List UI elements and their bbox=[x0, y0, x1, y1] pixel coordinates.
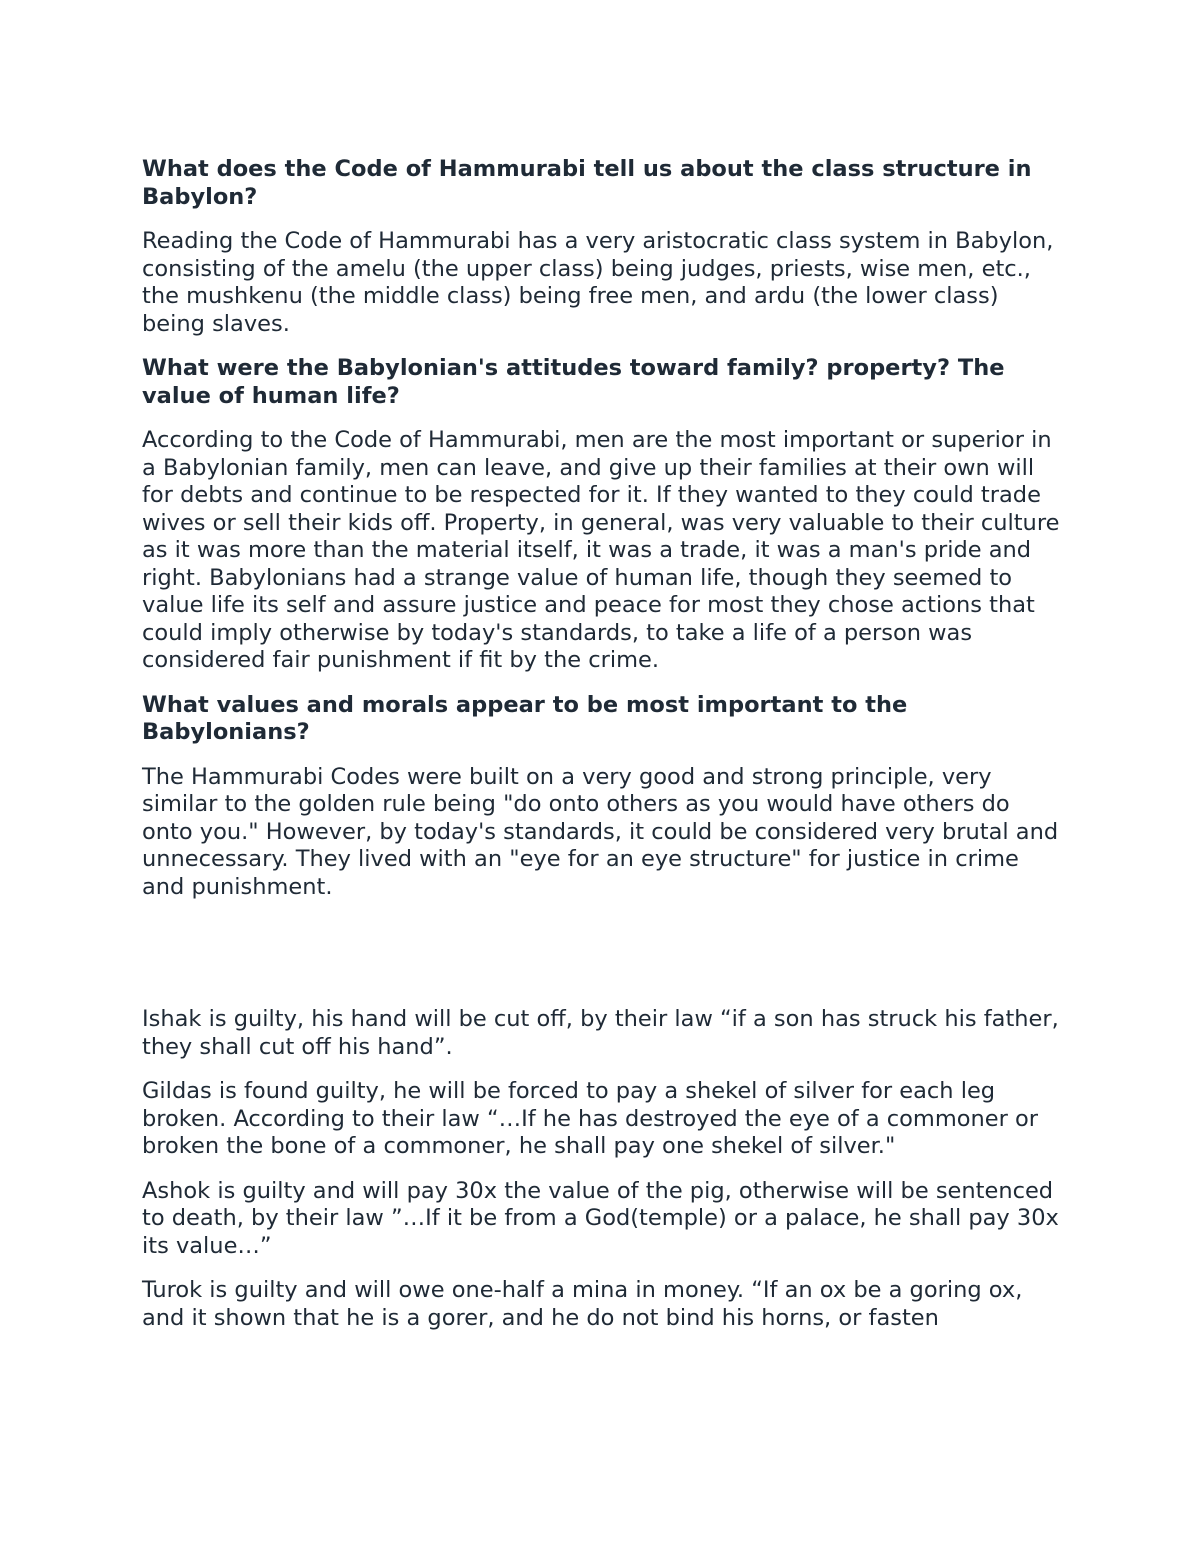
case-turok: Turok is guilty and will owe one-half a mina in money. “If an ox be a goring ox, and it shown that he is a gorer, and he do not bind his horns, or fasten bbox=[142, 1277, 1023, 1331]
blank-spacer bbox=[142, 918, 1062, 1006]
document-body bbox=[142, 156, 1062, 1349]
answer-values-morals: The Hammurabi Codes were built on a very good and strong principle, very similar to the golden rule being "do onto others as you would have others do onto you." However, by today's standards, it could be considered very brutal and unnecessary. They lived with an "eye for an eye structure" for justice in crime and punishment. bbox=[142, 763, 1059, 900]
case-ishak: Ishak is guilty, his hand will be cut off, by their law “if a son has struck his father, they shall cut off his hand”. bbox=[142, 1006, 1059, 1060]
question-class-structure: What does the Code of Hammurabi tell us about the class structure in Babylon? bbox=[142, 156, 1032, 210]
case-gildas: Gildas is found guilty, he will be forced to pay a shekel of silver for each leg broken. According to their law “…If he has destroyed the eye of a commoner or broken the bone of a commoner, he shall pay one shekel of silver." bbox=[142, 1078, 1039, 1159]
question-attitudes: What were the Babylonian's attitudes toward family? property? The value of human life? bbox=[142, 355, 1005, 409]
answer-attitudes: According to the Code of Hammurabi, men are the most important or superior in a Babylonian family, men can leave, and give up their families at their own will for debts and continue to be respected for it. If they wanted to they could trade wives or sell their kids off. Property, in general, was very valuable to their culture as it was more than the material itself, it was a trade, it was a man's pride and right. Babylonians had a strange value of human life, though they seemed to value life its self and assure justice and peace for most they chose actions that could imply otherwise by today's standards, to take a life of a person was considered fair punishment if fit by the crime. bbox=[142, 427, 1060, 673]
question-values-morals: What values and morals appear to be most important to the Babylonians? bbox=[142, 691, 908, 745]
answer-class-structure: Reading the Code of Hammurabi has a very aristocratic class system in Babylon, consisting of the amelu (the upper class) being judges, priests, wise men, etc., the mushkenu (the middle class) being free men, and ardu (the lower class) being slaves. bbox=[142, 228, 1054, 337]
case-ashok: Ashok is guilty and will pay 30x the value of the pig, otherwise will be sentenced to death, by their law ”…If it be from a God(temple) or a palace, he shall pay 30x its value…” bbox=[142, 1177, 1059, 1259]
